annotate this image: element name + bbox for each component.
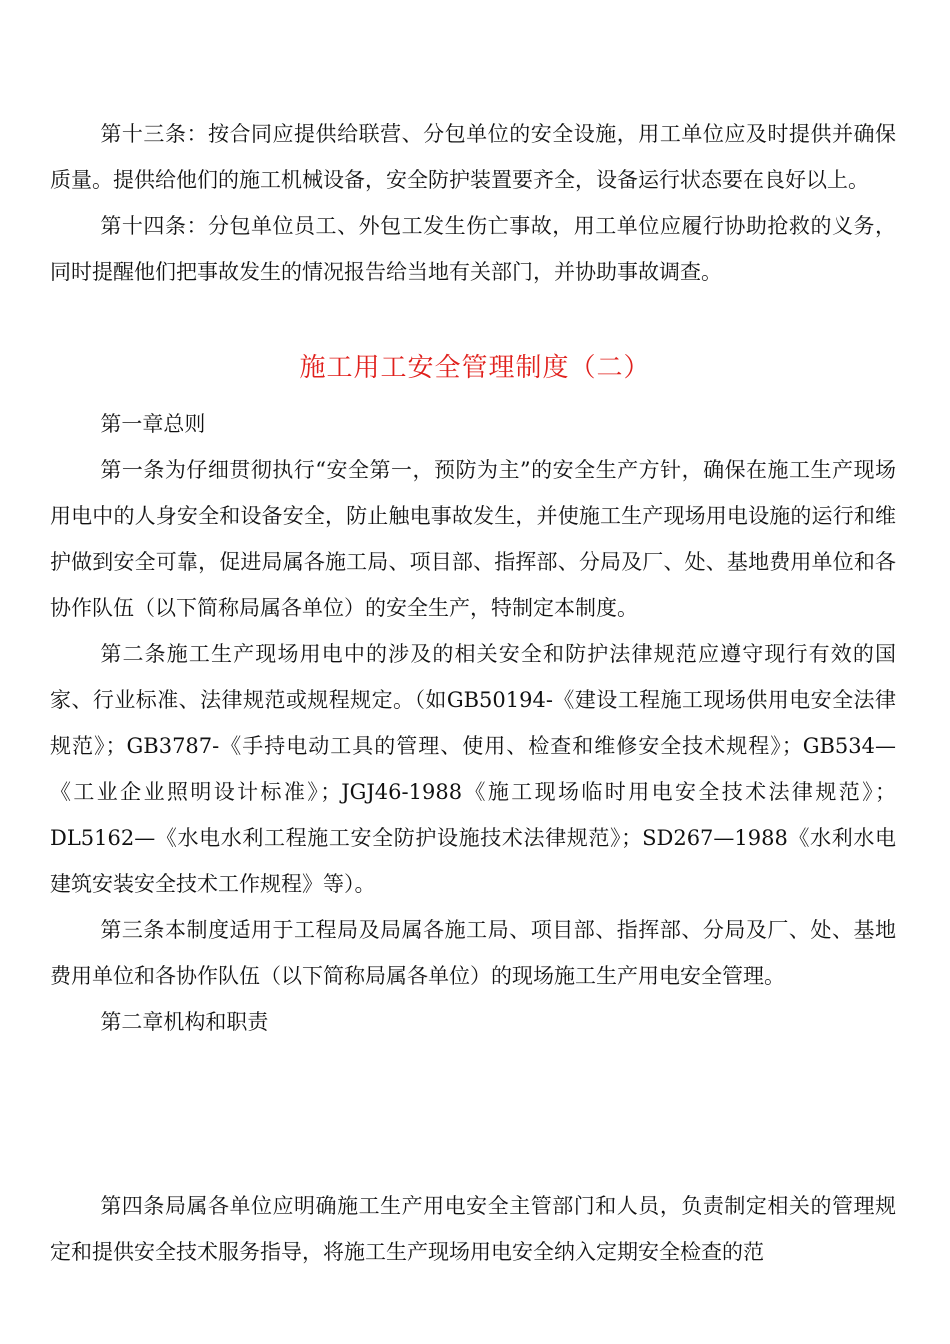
article-3: 第三条本制度适用于工程局及局属各施工局、项目部、指挥部、分局及厂、处、基地费用单位和各协作队伍（以下简称局属各单位）的现场施工生产用电安全管理。 bbox=[50, 918, 896, 988]
article-2: 第二条施工生产现场用电中的涉及的相关安全和防护法律规范应遵守现行有效的国家、行业标准、法律规范或规程规定。（如GB50194-《建设工程施工现场供用电安全法律规范》；GB3787-《手持电动工具的管理、使用、检查和维修安全技术规程》；GB534—《工业企业照明设计标准》；JGJ46-1988《施工现场临时用电安全技术法律规范》；DL5162—《水电水利工程施工安全防护设施技术法律规范》；SD267—1988《水利水电建筑安装安全技术工作规程》等）。 bbox=[50, 642, 896, 896]
bottom-section bbox=[50, 1183, 896, 1275]
article-13: 第十三条：按合同应提供给联营、分包单位的安全设施，用工单位应及时提供并确保质量。提供给他们的施工机械设备，安全防护装置要齐全，设备运行状态要在良好以上。 bbox=[50, 122, 896, 192]
chapter-1-heading: 第一章总则 bbox=[100, 412, 206, 436]
article-4: 第四条局属各单位应明确施工生产用电安全主管部门和人员，负责制定相关的管理规定和提供安全技术服务指导，将施工生产现场用电安全纳入定期安全检查的范 bbox=[50, 1194, 896, 1264]
top-section bbox=[50, 111, 896, 295]
main-section bbox=[50, 401, 896, 1045]
chapter-2-heading: 第二章机构和职责 bbox=[100, 1010, 269, 1034]
document-title: 施工用工安全管理制度（二） bbox=[299, 353, 651, 383]
article-1: 第一条为仔细贯彻执行“安全第一，预防为主”的安全生产方针，确保在施工生产现场用电中的人身安全和设备安全，防止触电事故发生，并使施工生产现场用电设施的运行和维护做到安全可靠，促进局属各施工局、项目部、指挥部、分局及厂、处、基地费用单位和各协作队伍（以下简称局属各单位）的安全生产，特制定本制度。 bbox=[50, 458, 896, 620]
article-14: 第十四条：分包单位员工、外包工发生伤亡事故，用工单位应履行协助抢救的义务，同时提醒他们把事故发生的情况报告给当地有关部门，并协助事故调查。 bbox=[50, 214, 896, 284]
